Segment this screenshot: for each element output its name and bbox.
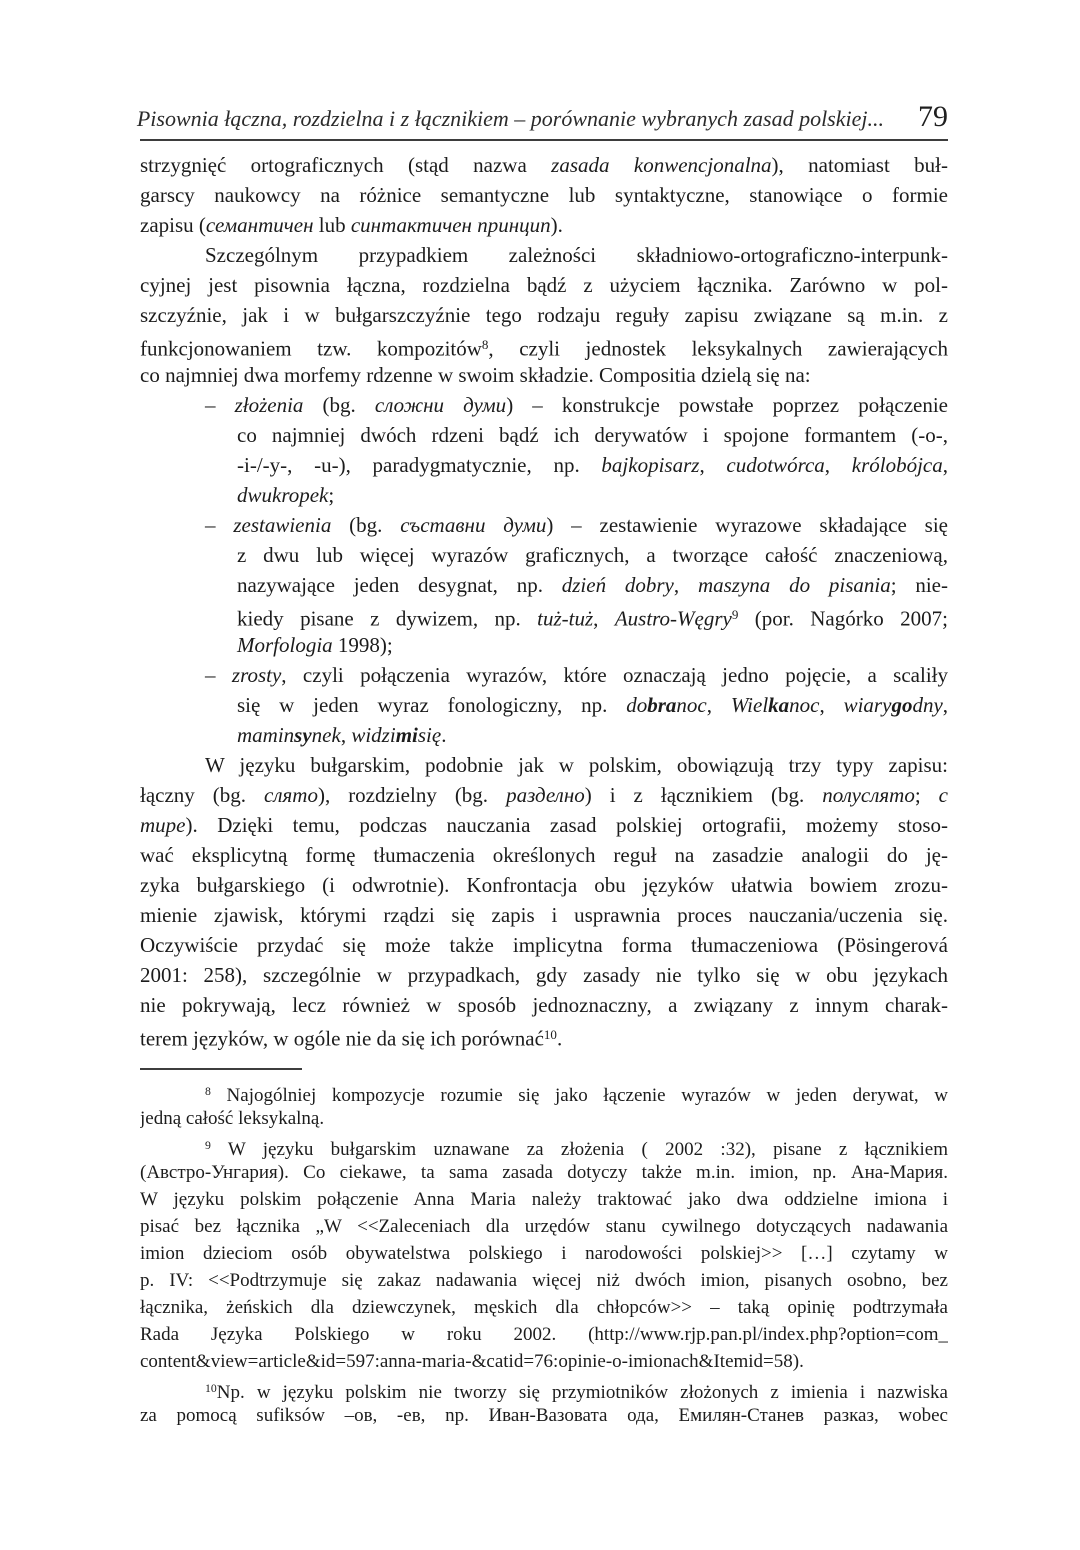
text-line: się w jeden wyraz fonologiczny, np. dobranoc, Wielkanoc, wiarygodny, [237, 693, 948, 717]
text-line: kiedy pisane z dywizem, np. tuż-tuż, Austro-Węgry$^9$ (por. Nagórko 2007; [237, 606, 948, 630]
text-line: Morfologia 1998); [237, 633, 393, 657]
text-line: łączny (bg. слято), rozdzielny (bg. разделно) i z łącznikiem (bg. полуслято; с [140, 783, 948, 807]
body-text [140, 150, 948, 1050]
text-line: nie pokrywają, lecz również w sposób jednoznaczny, a związany z innym charak- [140, 993, 948, 1017]
text-line: za pomocą sufiksów –ов, -ев, np. Иван-Вазовата ода, Емилян-Станев разказ, wobec [140, 1405, 948, 1426]
text-line: zyka bułgarskiego (i odwrotnie). Konfrontacja obu języków ułatwia bowiem zrozu- [140, 873, 948, 897]
text-line: z dwu lub więcej wyrazów graficznych, a tworzące całość znaczeniową, [237, 543, 948, 567]
text-line: (Австро-Унгария). Co ciekawe, ta sama zasada dotyczy także m.in. imion, np. Ана-Мария. [140, 1162, 948, 1183]
text-line: тире). Dzięki temu, podczas nauczania zasad polskiej ortografii, możemy stoso- [140, 813, 948, 837]
text-line: szczyźnie, jak i w bułgarszczyźnie tego rodzaju reguły zapisu związane są m.in. z [140, 303, 948, 327]
text-line: co najmniej dwa morfemy rdzenne w swoim składzie. Compositia dzielą się na: [140, 363, 811, 387]
text-line: p. IV: <<Podtrzymuje się zakaz nadawania więcej niż dwóch imion, pisanych osobno, bez [140, 1270, 948, 1291]
text-line: pisać bez łącznika „W <<Zaleceniach dla urzędów stanu cywilnego dotyczących nadawania [140, 1216, 948, 1237]
text-line: -i-/-y-, -u-), paradygmatycznie, np. bajkopisarz, cudotwórca, królobójca, [237, 453, 948, 477]
header-title: Pisownia łączna, rozdzielna i z łącznikiem – porównanie wybranych zasad polskiej... [136, 106, 884, 131]
text-line: Szczególnym przypadkiem zależności składniowo-ortograficzno-interpunk- [205, 243, 948, 267]
text-line: $^9$ W języku bułgarskim uznawane za złożenia ( 2002 :32), pisane z łącznikiem [205, 1138, 948, 1159]
text-line: Oczywiście przydać się może także implicytna forma tłumaczeniowa (Pösingerová [140, 933, 948, 957]
running-header [136, 100, 948, 141]
footnotes [140, 1078, 948, 1429]
text-line: terem języków, w ogóle nie da się ich porównać$^{10}$. [140, 1026, 563, 1050]
text-line: strzygnięć ortograficznych (stąd nazwa zasada konwencjonalna), natomiast buł- [140, 153, 948, 177]
text-line: mienie zjawisk, którymi rządzi się zapis i usprawnia proces nauczania/uczenia się. [140, 903, 948, 927]
text-line: 2001: 258), szczególnie w przypadkach, gdy zasady nie tylko się w obu językach [140, 963, 948, 987]
text-line: jedną całość leksykalną. [140, 1108, 325, 1129]
text-line: Rada Języka Polskiego w roku 2002. (http://www.rjp.pan.pl/index.php?option=com_ [140, 1324, 948, 1345]
text-line: $^{10}$Np. w języku polskim nie tworzy się przymiotników złożonych z imienia i nazwiska [205, 1381, 948, 1402]
text-line: zapisu (семантичен lub синтактичен принцип). [140, 213, 563, 237]
text-line: co najmniej dwóch rdzeni bądź ich derywatów i spojone formantem (-o-, [237, 423, 948, 447]
text-line: łącznika, żeńskich dla dziewczynek, męskich dla chłopców>> – taką opinię podtrzymała [140, 1297, 948, 1318]
text-line: nazywające jeden desygnat, np. dzień dobry, maszyna do pisania; nie- [237, 573, 948, 597]
text-line: dwukropek; [237, 483, 335, 507]
text-line: maminsynek, widzimisię. [237, 723, 447, 747]
text-line: content&view=article&id=597:anna-maria-&catid=76:opinie-o-imionach&Itemid=58). [140, 1351, 804, 1372]
text-line: $^8$ Najogólniej kompozycje rozumie się jako łączenie wyrazów w jeden derywat, w [205, 1084, 948, 1105]
text-line: W języku polskim połączenie Anna Maria należy traktować jako dwa oddzielne imiona i [140, 1189, 948, 1210]
text-line: W języku bułgarskim, podobnie jak w polskim, obowiązują trzy typy zapisu: [205, 753, 948, 777]
text-line: wać eksplicytną formę tłumaczenia określonych reguł na zasadzie analogii do ję- [140, 843, 948, 867]
text-line: garscy naukowcy na różnice semantyczne lub syntaktyczne, stanowiące o formie [140, 183, 948, 207]
page-number: 79 [918, 100, 948, 133]
text-line: funkcjonowaniem tzw. kompozitów$^8$, czyli jednostek leksykalnych zawierających [140, 336, 948, 360]
text-line: cyjnej jest pisownia łączna, rozdzielna bądź z użyciem łącznika. Zarówno w pol- [140, 273, 948, 297]
text-line: imion dzieciom osób obywatelstwa polskiego i narodowości polskiej>> […] czytamy w [140, 1243, 948, 1264]
text-line: – zestawienia (bg. съставни думи) – zestawienie wyrazowe składające się [205, 513, 948, 537]
footnote-separator [140, 1068, 302, 1070]
text-line: – złożenia (bg. сложни думи) – konstrukcje powstałe poprzez połączenie [205, 393, 948, 417]
text-line: – zrosty, czyli połączenia wyrazów, które oznaczają jedno pojęcie, a scaliły [205, 663, 948, 687]
